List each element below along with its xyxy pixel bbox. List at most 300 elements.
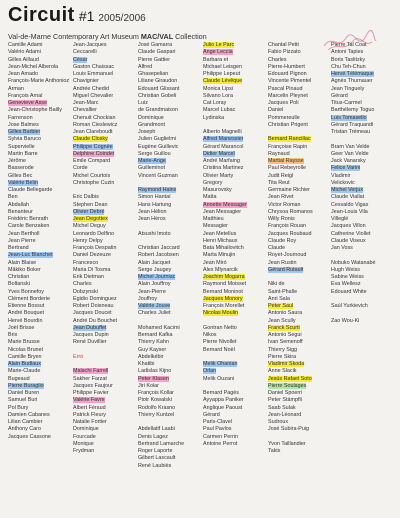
list-item [203, 202, 271, 209]
title-years: 2005/2006 [98, 13, 146, 24]
artist-name: Alain Jouffroy [138, 281, 171, 288]
list-item [8, 231, 76, 238]
list-item [268, 252, 336, 259]
list-item [203, 397, 271, 404]
list-spacer [331, 136, 399, 143]
list-item [73, 209, 141, 216]
list-spacer [268, 434, 336, 441]
list-item [331, 78, 399, 85]
list-item [73, 165, 141, 172]
artist-name: Gaston Chaissac [73, 63, 115, 70]
artist-name: Jean Hélion [138, 208, 167, 215]
artist-name: Alex Mlynarcik [203, 266, 238, 273]
list-item [8, 122, 76, 129]
list-item [138, 187, 206, 194]
list-item [203, 281, 271, 288]
list-item [8, 267, 76, 274]
artist-name: Claude Closky [73, 136, 108, 143]
list-item [73, 332, 141, 339]
artist-name: Pierre Gattier [138, 56, 171, 63]
list-item [8, 136, 76, 143]
list-item [73, 318, 141, 325]
list-item [8, 107, 76, 114]
list-spacer [331, 252, 399, 259]
list-item [138, 78, 206, 85]
artist-name: Jacques Roubaud [268, 230, 312, 237]
list-item [8, 115, 76, 122]
list-item [73, 412, 141, 419]
list-item [73, 42, 141, 49]
artist-name: Jan Voss [331, 245, 353, 251]
artist-name: Bernard Rancillac [268, 136, 311, 143]
artist-name: Jean Tinguely [331, 85, 365, 92]
artist-name: Jouffroy [138, 295, 158, 302]
list-item [73, 448, 141, 455]
list-item [203, 64, 271, 71]
list-item [8, 209, 76, 216]
list-item [268, 339, 336, 346]
artist-name: Marcel Lubac [203, 107, 236, 114]
list-item [138, 289, 206, 296]
artist-name: Andrée Chedid [73, 85, 109, 92]
list-item [138, 151, 206, 158]
list-item [73, 441, 141, 448]
list-item [138, 376, 206, 383]
list-item [203, 339, 271, 346]
list-item [268, 173, 336, 180]
artist-name: Jérôme [8, 158, 26, 164]
list-item [73, 122, 141, 129]
artist-name: Titus-Carmel [331, 100, 362, 106]
list-item [331, 173, 399, 180]
subtitle [8, 32, 207, 41]
list-item [138, 194, 206, 201]
artist-name: Valério Adami [8, 49, 41, 56]
list-item [8, 42, 76, 49]
list-item [73, 289, 141, 296]
list-item [73, 274, 141, 281]
list-item [203, 426, 271, 433]
list-item [268, 289, 336, 296]
artist-name: Barbara et [203, 56, 229, 63]
artist-name: Daniel Buren [8, 390, 40, 396]
list-item [203, 100, 271, 107]
artist-name: Fabio Pizzato [268, 49, 301, 56]
list-item [268, 86, 336, 93]
list-item [331, 165, 399, 172]
artist-name: Jean Messagier [203, 208, 242, 215]
artist-name: Stephen Dean [73, 201, 108, 208]
artist-name: Patrick Fleury [73, 411, 106, 418]
artist-name: Pol Bury [8, 404, 29, 411]
list-item [138, 173, 206, 180]
list-item [8, 296, 76, 303]
artist-name: Alain Budlaux [8, 361, 41, 367]
artist-name: Cat Loray [203, 100, 227, 106]
list-item [73, 129, 141, 136]
list-spacer [203, 318, 271, 325]
artist-name: Egidio Dominguez [73, 295, 117, 302]
artist-name: de Grandmaison [138, 107, 178, 114]
artist-name: Julien Guglielmi [138, 136, 177, 143]
artist-name: Jean Metellus [203, 230, 237, 237]
artist-name: Francesco [73, 259, 99, 266]
artist-name: Jean Degottex [73, 216, 108, 222]
list-item [138, 107, 206, 114]
list-item [268, 245, 336, 252]
list-item [331, 303, 399, 310]
list-item [138, 303, 206, 310]
artist-name: Jacques Poli [268, 100, 299, 106]
artist-name: André Marfaing [203, 158, 240, 164]
artist-name: Jacques Dupin [73, 332, 109, 338]
artist-name: Takis [268, 448, 281, 454]
artist-name: Khatibi [138, 361, 155, 367]
list-item [203, 173, 271, 180]
artist-name: Michel Courtois [73, 172, 111, 179]
list-item [8, 187, 76, 194]
artist-name: Guilleminot [138, 165, 165, 172]
artist-name: Franck Scurti [268, 324, 300, 331]
list-item [203, 296, 271, 303]
list-item [203, 165, 271, 172]
list-item [138, 448, 206, 455]
list-item [268, 122, 336, 129]
artist-name: Vincente Pimentel [268, 78, 312, 85]
list-item [8, 151, 76, 158]
artist-name: François Despatin [73, 245, 117, 251]
list-item [8, 202, 76, 209]
list-item [203, 274, 271, 281]
list-item [203, 158, 271, 165]
artist-name: Jacques Doucet [73, 310, 112, 317]
list-item [8, 194, 76, 201]
list-item [268, 42, 336, 49]
artist-name: Gilles Barbier [8, 129, 41, 135]
artist-name: Sudroux [268, 419, 289, 425]
artist-name: Charles Juliet [138, 310, 171, 317]
list-item [8, 238, 76, 245]
list-item [331, 57, 399, 64]
artist-name: Raymond Hains [138, 187, 177, 193]
list-item [8, 49, 76, 56]
list-item [8, 245, 76, 252]
list-spacer [203, 122, 271, 129]
artist-name: Jesús Rafael Soto [268, 375, 312, 382]
list-item [203, 289, 271, 296]
list-item [8, 180, 76, 187]
artist-name: Maria Di Tosma [73, 266, 111, 273]
artist-name: Mâkiko Boker [8, 266, 41, 273]
artist-name: Christian Gobeli [138, 92, 177, 99]
list-item [203, 390, 271, 397]
subtitle-text: Val-de-Marne Contemporary Art Museum [8, 32, 139, 41]
artist-name: Silvano Lora [203, 92, 233, 99]
artist-name: Jean-Louis Vila [331, 208, 368, 215]
list-spacer [138, 223, 206, 230]
artist-name: Valérie Belin [8, 179, 38, 186]
artist-name: Jacques Faujour [73, 382, 113, 389]
list-item [268, 144, 336, 151]
list-item [268, 419, 336, 426]
list-item [8, 93, 76, 100]
artist-name: André Du Bouchet [73, 317, 118, 324]
artist-name: Ayyappa Paniker [203, 397, 244, 404]
artist-name: Saab Sulak [268, 404, 296, 411]
artist-name: Michel Deguy [73, 223, 106, 230]
list-item [73, 405, 141, 412]
list-item [138, 71, 206, 78]
artist-name: Edouard White [331, 288, 367, 295]
artist-name: Nikos [203, 332, 217, 338]
list-item [331, 158, 399, 165]
list-item [138, 310, 206, 317]
artist-name: Gilbert Lascault [138, 455, 176, 462]
list-item [8, 71, 76, 78]
list-spacer [138, 318, 206, 325]
list-item [331, 144, 399, 151]
artist-name: Pierre Tal Coat [331, 42, 367, 48]
list-item [73, 339, 141, 346]
artist-name: Roman Cieslewicz [73, 121, 118, 128]
list-item [203, 368, 271, 375]
artist-name: Antonio Saura [268, 310, 303, 317]
list-item [138, 455, 206, 462]
artist-name: Frédéric Benrath [8, 216, 49, 222]
artist-name: César [73, 56, 88, 63]
artist-name: Bernard Pagès [203, 390, 239, 396]
artist-name: Ceccarelli [73, 49, 97, 56]
list-item [138, 325, 206, 332]
title-main: Circuit [8, 4, 75, 26]
artist-name: François Rouan [268, 223, 307, 230]
list-item [138, 281, 206, 288]
artist-name: Philippe Cognée [73, 143, 113, 150]
list-item [268, 325, 336, 332]
list-item [268, 354, 336, 361]
list-item [331, 260, 399, 267]
list-item [331, 100, 399, 107]
list-item [268, 136, 336, 143]
list-item [73, 71, 141, 78]
artist-name: Chevallier [73, 107, 97, 114]
artist-name: Peter Klasen [138, 375, 169, 382]
list-spacer [268, 129, 336, 136]
artist-name: Ivan Semenoff [268, 339, 303, 346]
list-item [268, 441, 336, 448]
list-item [138, 405, 206, 412]
artist-name: Jean Amado [8, 71, 38, 77]
artist-name: Chenuit Chockian [73, 114, 116, 121]
artist-name: Jacques Villon [331, 223, 366, 230]
list-item [138, 397, 206, 404]
artist-name: Jean Rivet [268, 194, 294, 201]
list-item [73, 376, 141, 383]
artist-name: Pierre Nivollet [203, 339, 237, 346]
artist-name: Michel Verjux [331, 187, 364, 193]
list-item [138, 57, 206, 64]
list-item [73, 57, 141, 64]
artist-name: Sakher Farzat [73, 375, 107, 382]
artist-name: Bertrand Lamarche [138, 440, 185, 447]
artist-name: Marta Minujin [203, 252, 236, 259]
artist-name: Basserode [8, 165, 34, 172]
artist-name: Thierry Sigg [268, 346, 298, 353]
artist-name: Geer Van Velde [331, 150, 369, 157]
list-item [331, 49, 399, 56]
list-item [268, 49, 336, 56]
list-item [8, 390, 76, 397]
artist-name: Hervé Bourdin [8, 317, 43, 324]
list-item [331, 71, 399, 78]
artist-name: Pommereulle [268, 114, 300, 121]
list-item [73, 100, 141, 107]
list-item [203, 267, 271, 274]
list-item [138, 216, 206, 223]
list-item [203, 238, 271, 245]
list-item [138, 136, 206, 143]
list-item [73, 397, 141, 404]
artist-name: Édouard Pignon [268, 71, 307, 77]
artist-name: Christian Jaccard [138, 245, 180, 251]
list-item [8, 173, 76, 180]
list-item [331, 238, 399, 245]
artist-name: Antoni Tapies [331, 49, 364, 56]
list-item [73, 368, 141, 375]
list-item [268, 57, 336, 64]
artist-name: Dominique [138, 114, 164, 121]
list-item [73, 383, 141, 390]
list-item [203, 107, 271, 114]
list-item [138, 100, 206, 107]
artist-name: Villeglé [331, 216, 349, 222]
list-item [268, 376, 336, 383]
list-item [331, 318, 399, 325]
artist-column-2 [73, 42, 141, 455]
artist-name: José Subira-Puig [268, 426, 310, 433]
list-item [203, 180, 271, 187]
artist-name: Claude Viallat [331, 194, 365, 201]
artist-name: Boris Taslitzky [331, 56, 366, 63]
list-item [268, 100, 336, 107]
artist-name: Joachim Mogarra [203, 274, 245, 280]
list-item [331, 274, 399, 281]
list-spacer [331, 296, 399, 303]
list-item [268, 397, 336, 404]
list-item [268, 194, 336, 201]
list-item [73, 173, 141, 180]
artist-name: Dobzynski [73, 288, 98, 295]
list-item [203, 216, 271, 223]
artist-name: Ange Leccia [203, 49, 233, 56]
list-item [268, 267, 336, 274]
list-item [331, 151, 399, 158]
list-item [8, 252, 76, 259]
list-item [8, 281, 76, 288]
artist-name: Nicolas Moulin [203, 310, 239, 317]
list-item [138, 426, 206, 433]
list-item [73, 136, 141, 143]
list-item [8, 310, 76, 317]
artist-name: Martial Raysse [268, 158, 304, 164]
artist-name: Melik Ohanian [203, 361, 238, 367]
artist-name: Jean Pierre [8, 237, 36, 244]
list-item [8, 223, 76, 230]
list-item [268, 202, 336, 209]
list-item [268, 180, 336, 187]
artist-name: Carole Benzaken [8, 223, 50, 230]
list-item [138, 144, 206, 151]
artist-name: Piotr Kowalski [138, 397, 172, 404]
artist-name: Philippe Lepeut [203, 71, 241, 77]
artist-name: Bata Mihailovitch [203, 245, 244, 251]
artist-name: Malachi Farrell [73, 368, 109, 375]
list-item [138, 202, 206, 209]
artist-column-1 [8, 42, 76, 441]
artist-name: Anglique Paoust [203, 404, 243, 411]
list-item [268, 115, 336, 122]
artist-name: Eugène Guillevic [138, 143, 179, 150]
artist-name: Corde [73, 165, 88, 172]
artist-name: Chu Teh-Chun [331, 63, 366, 70]
artist-name: Anne Slacik [268, 368, 297, 375]
list-item [331, 209, 399, 216]
list-item [268, 158, 336, 165]
artist-name: Boltanski [8, 281, 30, 288]
list-item [138, 165, 206, 172]
list-item [138, 332, 206, 339]
list-spacer [138, 180, 206, 187]
list-item [73, 426, 141, 433]
artist-name: Pierre Buraglio [8, 382, 44, 389]
artist-name: Peter Stämpfli [268, 397, 302, 404]
artist-name: Paris-Clavel [203, 419, 233, 425]
artist-name: Michael Leisgen [203, 63, 242, 70]
artist-name: José Gamarra [138, 42, 173, 48]
artist-name: Marcelin Pleynet [268, 92, 308, 99]
list-item [203, 405, 271, 412]
list-item [8, 129, 76, 136]
artist-name: Roger Laporte [138, 448, 173, 454]
artist-name: Robert Jacobsen [138, 252, 179, 259]
artist-name: Martin Barre [8, 150, 38, 157]
list-item [8, 434, 76, 441]
artist-name: Chavignier [73, 78, 99, 85]
list-item [73, 310, 141, 317]
list-item [8, 347, 76, 354]
artist-name: Raynaud [268, 150, 290, 157]
list-item [138, 368, 206, 375]
artist-name: Paul Rebeyrolle [268, 165, 307, 172]
list-spacer [73, 347, 141, 354]
artist-name: Jean-Luc Blanchet [8, 252, 53, 259]
list-item [268, 93, 336, 100]
list-item [268, 405, 336, 412]
list-item [331, 129, 399, 136]
artist-name: Lilian Cambier [8, 419, 43, 425]
list-item [8, 289, 76, 296]
artist-name: Claude Bellegarde [8, 187, 53, 193]
artist-name: Vincent Guzman [138, 172, 178, 179]
list-item [268, 332, 336, 339]
list-item [268, 347, 336, 354]
artist-name: Thierry Kuntzel [138, 411, 175, 418]
artist-name: Hervé Télémaque [331, 71, 374, 77]
artist-name: François Morellet [203, 303, 245, 309]
artist-name: Raymond Moisset [203, 281, 247, 288]
list-item [268, 296, 336, 303]
list-item [331, 115, 399, 122]
